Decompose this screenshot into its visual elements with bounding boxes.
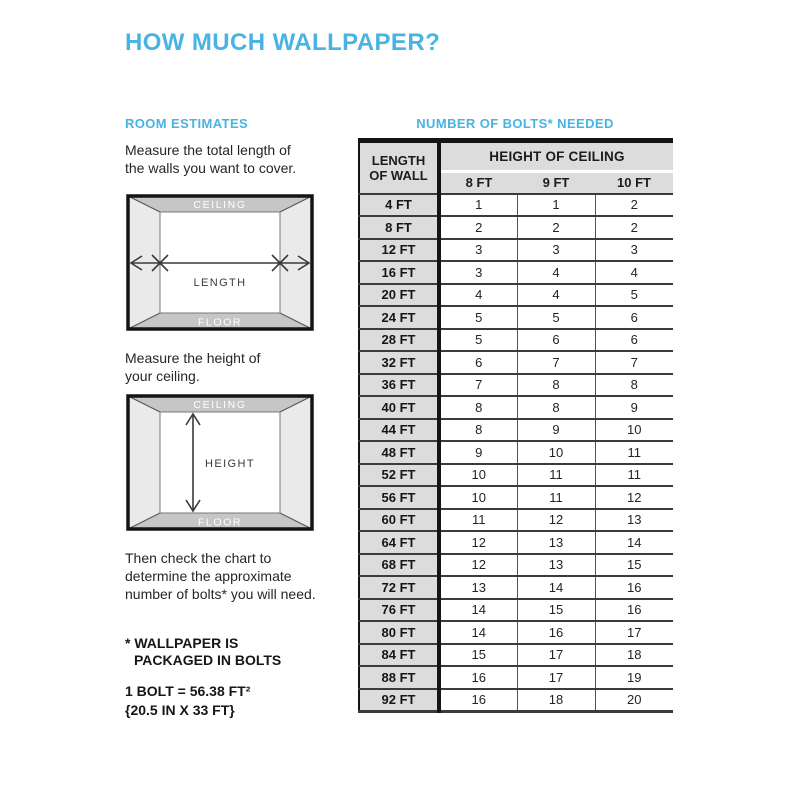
bolt-count-cell: 2 <box>595 194 673 217</box>
bolt-count-cell: 11 <box>517 486 595 509</box>
bolt-count-cell: 1 <box>439 194 517 217</box>
bolt-count-cell: 13 <box>517 531 595 554</box>
wall-length-cell: 44 FT <box>359 419 439 442</box>
wall-length-cell: 8 FT <box>359 216 439 239</box>
bolt-count-cell: 5 <box>439 306 517 329</box>
floor-label: FLOOR <box>197 516 243 529</box>
bolt-count-cell: 11 <box>517 464 595 487</box>
bolt-count-cell: 8 <box>439 396 517 419</box>
table-row <box>359 509 673 532</box>
wall-length-cell: 60 FT <box>359 509 439 532</box>
step2-instruction: Measure the height of your ceiling. <box>125 350 261 384</box>
ceiling-label: CEILING <box>193 399 247 411</box>
bolt-count-cell: 9 <box>517 419 595 442</box>
bolt-count-cell: 17 <box>595 621 673 644</box>
bolt-count-cell: 17 <box>517 644 595 667</box>
bolt-count-cell: 3 <box>439 261 517 284</box>
table-row <box>359 441 673 464</box>
table-row <box>359 486 673 509</box>
bolt-count-cell: 4 <box>517 261 595 284</box>
bolt-count-cell: 10 <box>595 419 673 442</box>
bolt-count-cell: 9 <box>439 441 517 464</box>
wall-length-cell: 80 FT <box>359 621 439 644</box>
bolts-table-heading: NUMBER OF BOLTS* NEEDED <box>416 116 614 131</box>
packaging-footnote-line1: * WALLPAPER IS <box>125 635 239 651</box>
table-row <box>359 464 673 487</box>
wall-length-cell: 72 FT <box>359 576 439 599</box>
bolts-table <box>358 138 673 713</box>
bolt-count-cell: 12 <box>439 531 517 554</box>
room-length-diagram <box>126 194 314 331</box>
table-row <box>359 599 673 622</box>
bolt-count-cell: 7 <box>595 351 673 374</box>
wall-length-cell: 28 FT <box>359 329 439 352</box>
bolt-count-cell: 7 <box>439 374 517 397</box>
bolt-count-cell: 19 <box>595 666 673 689</box>
bolt-count-cell: 14 <box>439 599 517 622</box>
wall-length-cell: 20 FT <box>359 284 439 307</box>
wall-length-cell: 12 FT <box>359 239 439 262</box>
table-row <box>359 306 673 329</box>
bolt-count-cell: 10 <box>439 464 517 487</box>
bolt-count-cell: 7 <box>517 351 595 374</box>
table-row <box>359 419 673 442</box>
bolt-count-cell: 11 <box>595 441 673 464</box>
bolt-count-cell: 13 <box>517 554 595 577</box>
bolt-count-cell: 15 <box>439 644 517 667</box>
ceiling-label: CEILING <box>193 199 247 211</box>
bolt-count-cell: 4 <box>517 284 595 307</box>
bolt-count-cell: 10 <box>517 441 595 464</box>
bolt-count-cell: 16 <box>595 576 673 599</box>
table-row <box>359 261 673 284</box>
bolt-count-cell: 5 <box>517 306 595 329</box>
bolt-count-cell: 14 <box>595 531 673 554</box>
wall-length-cell: 4 FT <box>359 194 439 217</box>
wall-length-cell: 40 FT <box>359 396 439 419</box>
wall-length-cell: 32 FT <box>359 351 439 374</box>
table-row <box>359 689 673 712</box>
page-title: HOW MUCH WALLPAPER? <box>125 29 441 56</box>
bolt-count-cell: 16 <box>439 689 517 712</box>
table-row <box>359 216 673 239</box>
bolt-count-cell: 8 <box>595 374 673 397</box>
step3-instruction: Then check the chart to determine the approximate number of bolts* you will need. <box>125 550 316 602</box>
table-row <box>359 351 673 374</box>
bolt-count-cell: 5 <box>439 329 517 352</box>
bolts-table-body <box>359 194 673 712</box>
length-label: LENGTH <box>193 277 247 289</box>
bolt-count-cell: 10 <box>439 486 517 509</box>
bolt-count-cell: 4 <box>439 284 517 307</box>
wall-length-cell: 92 FT <box>359 689 439 712</box>
table-row <box>359 621 673 644</box>
wall-length-cell: 84 FT <box>359 644 439 667</box>
wall-length-cell: 24 FT <box>359 306 439 329</box>
table-row <box>359 396 673 419</box>
table-row <box>359 194 673 217</box>
wall-length-cell: 56 FT <box>359 486 439 509</box>
wall-length-cell: 68 FT <box>359 554 439 577</box>
wall-length-cell: 88 FT <box>359 666 439 689</box>
bolt-count-cell: 12 <box>439 554 517 577</box>
table-row <box>359 554 673 577</box>
bolt-count-cell: 6 <box>595 306 673 329</box>
table-header-row <box>359 141 673 172</box>
bolt-count-cell: 18 <box>517 689 595 712</box>
bolt-count-cell: 14 <box>439 621 517 644</box>
bolt-count-cell: 1 <box>517 194 595 217</box>
bolt-count-cell: 16 <box>595 599 673 622</box>
bolt-count-cell: 16 <box>517 621 595 644</box>
table-row <box>359 576 673 599</box>
bolt-count-cell: 16 <box>439 666 517 689</box>
wall-length-cell: 76 FT <box>359 599 439 622</box>
table-row <box>359 374 673 397</box>
room-estimates-heading: ROOM ESTIMATES <box>125 116 249 131</box>
bolt-count-cell: 18 <box>595 644 673 667</box>
bolt-count-cell: 20 <box>595 689 673 712</box>
bolt-count-cell: 3 <box>595 239 673 262</box>
bolt-count-cell: 6 <box>517 329 595 352</box>
bolt-count-cell: 8 <box>439 419 517 442</box>
bolt-count-cell: 17 <box>517 666 595 689</box>
bolt-count-cell: 12 <box>595 486 673 509</box>
packaging-footnote-line2: PACKAGED IN BOLTS <box>134 652 282 668</box>
bolt-count-cell: 13 <box>439 576 517 599</box>
table-row <box>359 284 673 307</box>
bolt-spec-footnote: 1 BOLT = 56.38 FT² {20.5 IN X 33 FT} <box>125 683 251 718</box>
bolt-count-cell: 12 <box>517 509 595 532</box>
floor-label: FLOOR <box>197 316 243 329</box>
bolt-count-cell: 4 <box>595 261 673 284</box>
bolt-count-cell: 11 <box>439 509 517 532</box>
bolt-count-cell: 14 <box>517 576 595 599</box>
packaging-footnote <box>125 635 281 669</box>
bolt-count-cell: 15 <box>517 599 595 622</box>
ceiling-height-cell: 9 FT <box>517 172 595 194</box>
ceiling-height-cell: 8 FT <box>439 172 517 194</box>
bolt-count-cell: 13 <box>595 509 673 532</box>
length-of-wall-header: LENGTH OF WALL <box>359 141 439 194</box>
wall-length-cell: 16 FT <box>359 261 439 284</box>
height-of-ceiling-header: HEIGHT OF CEILING <box>439 141 673 172</box>
bolt-count-cell: 5 <box>595 284 673 307</box>
bolt-count-cell: 8 <box>517 396 595 419</box>
left-wall-panel <box>128 396 160 529</box>
room-height-diagram <box>126 394 314 531</box>
bolt-count-cell: 11 <box>595 464 673 487</box>
table-row <box>359 644 673 667</box>
table-row <box>359 329 673 352</box>
bolt-count-cell: 15 <box>595 554 673 577</box>
wall-length-cell: 52 FT <box>359 464 439 487</box>
wall-length-cell: 48 FT <box>359 441 439 464</box>
right-wall-panel <box>280 396 312 529</box>
bolt-count-cell: 2 <box>517 216 595 239</box>
bolt-count-cell: 3 <box>439 239 517 262</box>
table-row <box>359 666 673 689</box>
height-label: HEIGHT <box>205 458 255 470</box>
wall-length-cell: 36 FT <box>359 374 439 397</box>
wall-length-cell: 64 FT <box>359 531 439 554</box>
bolt-count-cell: 2 <box>595 216 673 239</box>
table-row <box>359 531 673 554</box>
bolt-count-cell: 9 <box>595 396 673 419</box>
bolt-count-cell: 8 <box>517 374 595 397</box>
ceiling-height-cell: 10 FT <box>595 172 673 194</box>
step1-instruction: Measure the total length of the walls you want to cover. <box>125 142 297 176</box>
table-row <box>359 239 673 262</box>
bolt-count-cell: 2 <box>439 216 517 239</box>
bolt-count-cell: 6 <box>595 329 673 352</box>
bolt-count-cell: 3 <box>517 239 595 262</box>
bolt-count-cell: 6 <box>439 351 517 374</box>
